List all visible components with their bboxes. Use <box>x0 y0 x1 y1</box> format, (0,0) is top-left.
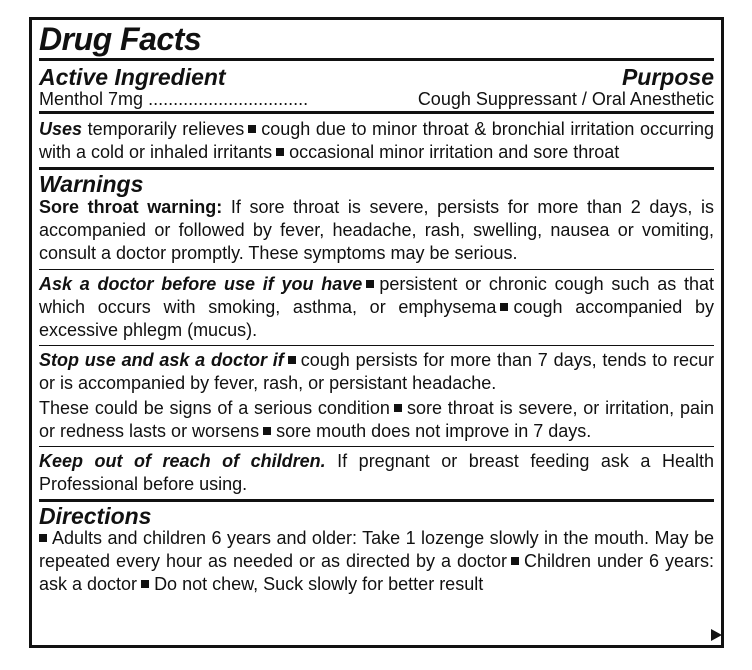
stop-use-section <box>39 346 714 446</box>
keep-out-text: If pregnant or breast feeding ask a Health Professional before using. <box>39 451 714 494</box>
stop-item: sore throat is severe, or irritation, pain or redness lasts or worsens <box>39 398 714 441</box>
sore-throat-lead: Sore throat warning: <box>39 197 223 217</box>
stop-item: sore mouth does not improve in 7 days. <box>276 421 592 441</box>
warnings-section <box>39 170 714 499</box>
direction-item: Do not chew, Suck slowly for better result <box>154 574 484 594</box>
direction-item: Children under 6 years: ask a doctor <box>39 551 714 594</box>
stop-continuation: These could be signs of a serious condition <box>39 398 390 418</box>
directions-section <box>39 502 714 596</box>
direction-item: Adults and children 6 years and older: Take 1 lozenge slowly in the mouth. May be repeated every hour as needed or as directed by a doctor <box>39 528 714 571</box>
stop-use-lead: Stop use and ask a doctor if <box>39 350 284 370</box>
leader-dots: ................................ <box>148 89 309 109</box>
sore-throat-text: If sore throat is severe, persists for more than 2 days, is accompanied or followed by fever, headache, rash, swelling, nausea or vomiting, consult a doctor promptly. These symptoms may be serious. <box>39 197 714 263</box>
continue-arrow-icon <box>711 629 722 641</box>
bullet-square-icon <box>39 534 47 542</box>
drug-facts-panel <box>29 17 724 648</box>
uses-section <box>39 114 714 167</box>
bullet-square-icon <box>263 427 271 435</box>
keep-out-lead: Keep out of reach of children. <box>39 451 326 471</box>
sore-throat-warning <box>39 196 714 269</box>
ask-item: cough accompanied by excessive phlegm (mucus). <box>39 297 715 340</box>
purpose-heading: Purpose <box>621 64 714 90</box>
uses-intro: temporarily relieves <box>87 119 245 139</box>
use-item: cough due to minor throat & bronchial irritation occurring with a cold or inhaled irritants <box>39 119 714 162</box>
uses-heading: Uses <box>39 119 83 139</box>
ask-item: persistent or chronic cough such as that which occurs with smoking, asthma, or emphysema <box>39 274 714 317</box>
active-ingredient-heading: Active Ingredient <box>39 64 226 90</box>
bullet-square-icon <box>288 356 296 364</box>
ask-doctor-lead: Ask a doctor before use if you have <box>39 274 363 294</box>
directions-heading: Directions <box>39 503 152 529</box>
ask-doctor-section <box>39 270 714 345</box>
bullet-square-icon <box>511 557 519 565</box>
warnings-heading: Warnings <box>39 171 144 197</box>
keep-out-section <box>39 447 714 499</box>
bullet-square-icon <box>394 404 402 412</box>
ingredient-name: Menthol 7mg <box>39 89 144 109</box>
panel-title: Drug Facts <box>39 21 202 57</box>
bullet-square-icon <box>500 303 508 311</box>
bullet-square-icon <box>276 148 284 156</box>
ingredient-purpose: Cough Suppressant / Oral Anesthetic <box>417 89 714 109</box>
bullet-square-icon <box>248 125 256 133</box>
bullet-square-icon <box>141 580 149 588</box>
bullet-square-icon <box>366 280 374 288</box>
use-item: occasional minor irritation and sore throat <box>289 142 620 162</box>
stop-item: cough persists for more than 7 days, tends to recur or is accompanied by fever, rash, or persistant headache. <box>39 350 714 393</box>
active-ingredient-section <box>39 61 714 111</box>
